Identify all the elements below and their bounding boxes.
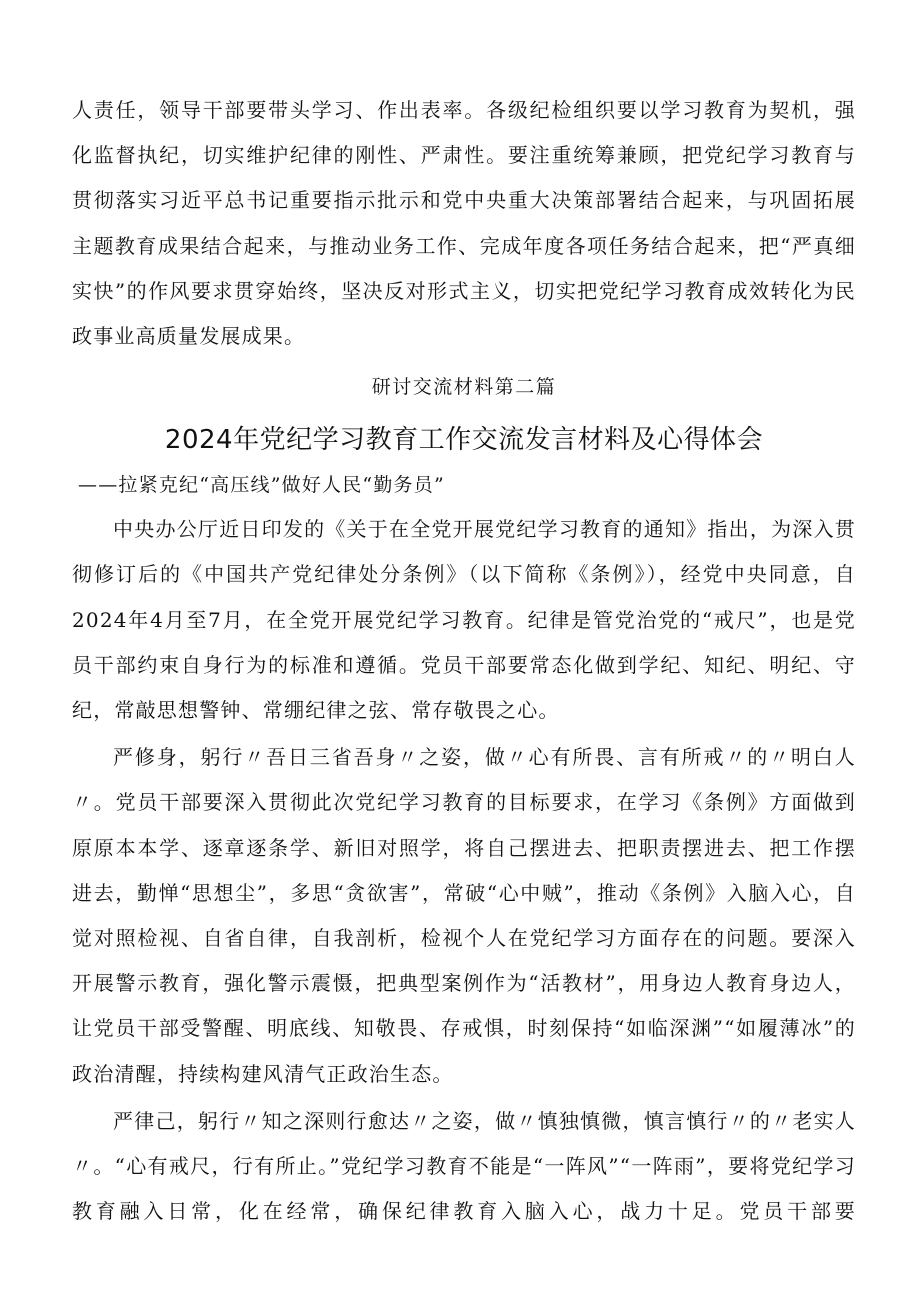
document-subtitle: ——拉紧克纪“高压线”做好人民“勤务员” — [78, 474, 445, 497]
body-paragraph-3: 严律己，躬行〃知之深则行愈达〃之姿，做〃慎独慎微，慎言慎行〃的〃老实人〃。“心有戒尺，行有所止。”党纪学习教育不能是“一阵风”“一阵雨”，要将党纪学习教育融入日常，化在经常，确保纪律教育入脑入心，战力十足。党员干部要 — [72, 1108, 856, 1224]
body-paragraph-2: 严修身，躬行〃吾日三省吾身〃之姿，做〃心有所畏、言有所戒〃的〃明白人〃。党员干部要深入贯彻此次党纪学习教育的目标要求，在学习《条例》方面做到原原本本学、逐章逐条学、新旧对照学，将自己摆进去、把职责摆进去、把工作摆进去，勤惮“思想尘”，多思“贪欲害”，常破“心中贼”，推动《条例》入脑入心，自觉对照检视、自省自律，自我剖析，检视个人在党纪学习方面存在的问题。要深入开展警示教育，强化警示震慑，把典型案例作为“活教材”，用身边人教育身边人，让党员干部受警醒、明底线、知敬畏、存戒惧，时刻保持“如临深渊”“如履薄冰”的政治清醒，持续构建风清气正政治生态。 — [72, 745, 856, 1086]
section-label: 研讨交流材料第二篇 — [371, 376, 557, 399]
continued-paragraph: 人责任，领导干部要带头学习、作出表率。各级纪检组织要以学习教育为契机，强化监督执纪，切实维护纪律的刚性、严肃性。要注重统筹兼顾，把党纪学习教育与贯彻落实习近平总书记重要指示批示和党中央重大决策部署结合起来，与巩固拓展主题教育成果结合起来，与推动业务工作、完成年度各项任务结合起来，把“严真细实快”的作风要求贯穿始终，坚决反对形式主义，切实把党纪学习教育成效转化为民政事业高质量发展成果。 — [72, 98, 856, 349]
document-page — [72, 88, 856, 1234]
document-title: 2024年党纪学习教育工作交流发言材料及心得体会 — [164, 425, 764, 456]
body-paragraph-1: 中央办公厅近日印发的《关于在全党开展党纪学习教育的通知》指出，为深入贯彻修订后的《中国共产党纪律处分条例》（以下简称《条例》），经党中央同意，自2024年4月至7月，在全党开展党纪学习教育。纪律是管党治党的“戒尺”，也是党员干部约束自身行为的标准和遵循。党员干部要常态化做到学纪、知纪、明纪、守纪，常敲思想警钟、常绷纪律之弦、常存敬畏之心。 — [72, 517, 856, 723]
